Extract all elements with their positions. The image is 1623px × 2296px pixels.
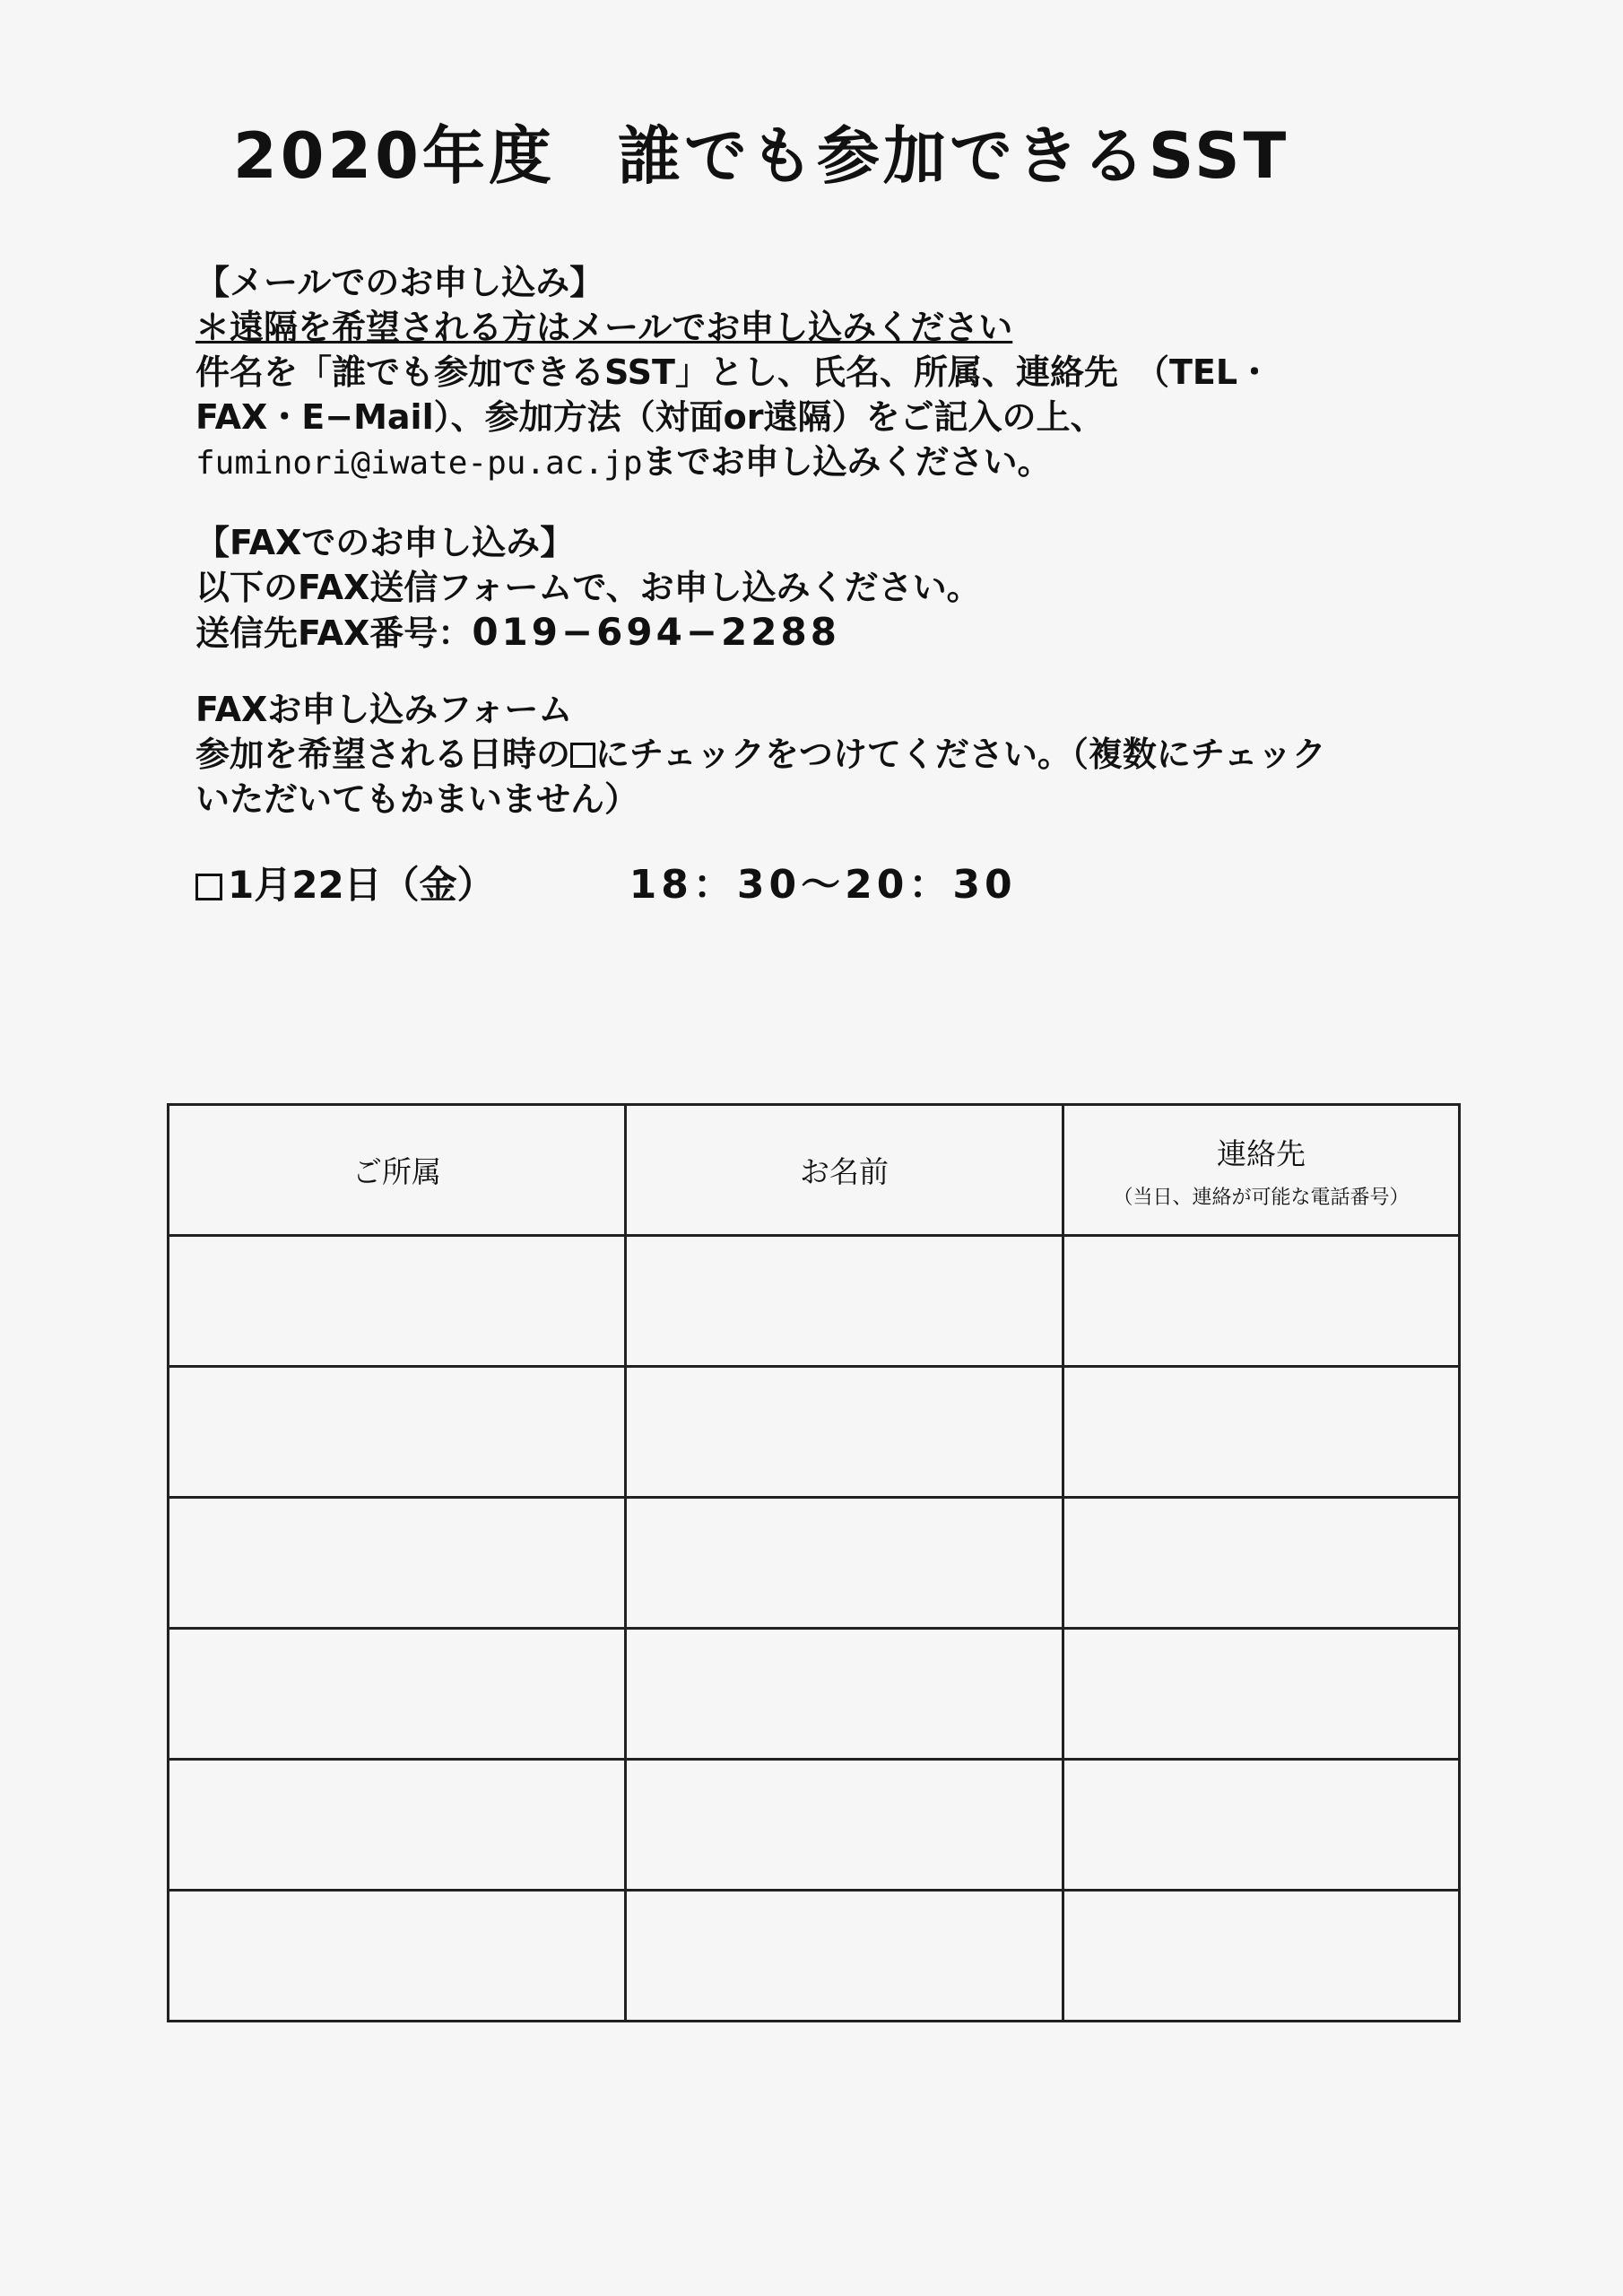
- table-row: [169, 1760, 1460, 1891]
- header-contact-label: 連絡先: [1217, 1135, 1306, 1171]
- contact-cell[interactable]: [1063, 1891, 1460, 2022]
- fax-number: 019−694−2288: [472, 610, 840, 654]
- fax-section: [195, 520, 1451, 656]
- header-name: お名前: [626, 1105, 1063, 1236]
- header-affiliation: ご所属: [169, 1105, 626, 1236]
- fax-instruction: 以下のFAX送信フォームで、お申し込みください。: [195, 568, 981, 607]
- remote-note: ＊遠隔を希望される方はメールでお申し込みください: [195, 308, 1013, 347]
- title-year: 2020年度: [233, 119, 555, 193]
- checkbox-symbol-icon: [570, 743, 595, 768]
- affiliation-cell[interactable]: [169, 1236, 626, 1367]
- header-contact-sub: （当日、連絡が可能な電話番号）: [1113, 1186, 1410, 1209]
- email-instruction-suffix: までお申し込みください。: [642, 442, 1052, 482]
- fax-number-line: [195, 610, 1451, 656]
- affiliation-cell[interactable]: [169, 1891, 626, 2022]
- contact-cell[interactable]: [1063, 1236, 1460, 1367]
- email-address[interactable]: fuminori@iwate-pu.ac.jp: [195, 445, 643, 482]
- affiliation-cell[interactable]: [169, 1367, 626, 1498]
- affiliation-cell[interactable]: [169, 1498, 626, 1629]
- affiliation-cell[interactable]: [169, 1629, 626, 1760]
- session-time: 18：30〜20：30: [629, 862, 1017, 908]
- contact-cell[interactable]: [1063, 1629, 1460, 1760]
- session-checkbox[interactable]: [195, 874, 222, 900]
- name-cell[interactable]: [626, 1367, 1063, 1498]
- header-contact: [1063, 1105, 1460, 1236]
- table-header-row: [169, 1105, 1460, 1236]
- table-row: [169, 1367, 1460, 1498]
- name-cell[interactable]: [626, 1891, 1063, 2022]
- title-event: 誰でも参加できるSST: [617, 119, 1290, 193]
- affiliation-cell[interactable]: [169, 1760, 626, 1891]
- table-row: [169, 1891, 1460, 2022]
- email-instruction-line2: FAX・E−Mail）、参加方法（対面or遠隔）をご記入の上、: [195, 397, 1105, 437]
- email-section: [195, 260, 1451, 486]
- form-instruction-after: にチェックをつけてください。（複数にチェック: [595, 735, 1326, 774]
- contact-cell[interactable]: [1063, 1367, 1460, 1498]
- table-row: [169, 1236, 1460, 1367]
- contact-cell[interactable]: [1063, 1760, 1460, 1891]
- table-row: [169, 1498, 1460, 1629]
- fax-number-label: 送信先FAX番号：: [195, 613, 473, 653]
- name-cell[interactable]: [626, 1498, 1063, 1629]
- email-heading: 【メールでのお申し込み】: [195, 263, 604, 302]
- name-cell[interactable]: [626, 1629, 1063, 1760]
- email-instruction-line1: 件名を「誰でも参加できるSST」とし、氏名、所属、連絡先 （TEL・: [195, 352, 1272, 392]
- form-heading: FAXお申し込みフォーム: [195, 690, 573, 729]
- form-instruction-line1: [195, 732, 1451, 777]
- page-title: [233, 106, 1289, 196]
- session-option: [195, 852, 1017, 909]
- fax-heading: 【FAXでのお申し込み】: [195, 523, 575, 562]
- form-section: [195, 687, 1451, 822]
- name-cell[interactable]: [626, 1236, 1063, 1367]
- name-cell[interactable]: [626, 1760, 1063, 1891]
- form-instruction-before: 参加を希望される日時の: [195, 735, 571, 774]
- table-row: [169, 1629, 1460, 1760]
- contact-cell[interactable]: [1063, 1498, 1460, 1629]
- form-instruction-line2: いただいてもかまいません）: [195, 779, 639, 819]
- session-date: 1月22日（金）: [228, 863, 495, 907]
- email-instruction-line3: [195, 439, 1451, 486]
- fax-form-table: [167, 1103, 1461, 2022]
